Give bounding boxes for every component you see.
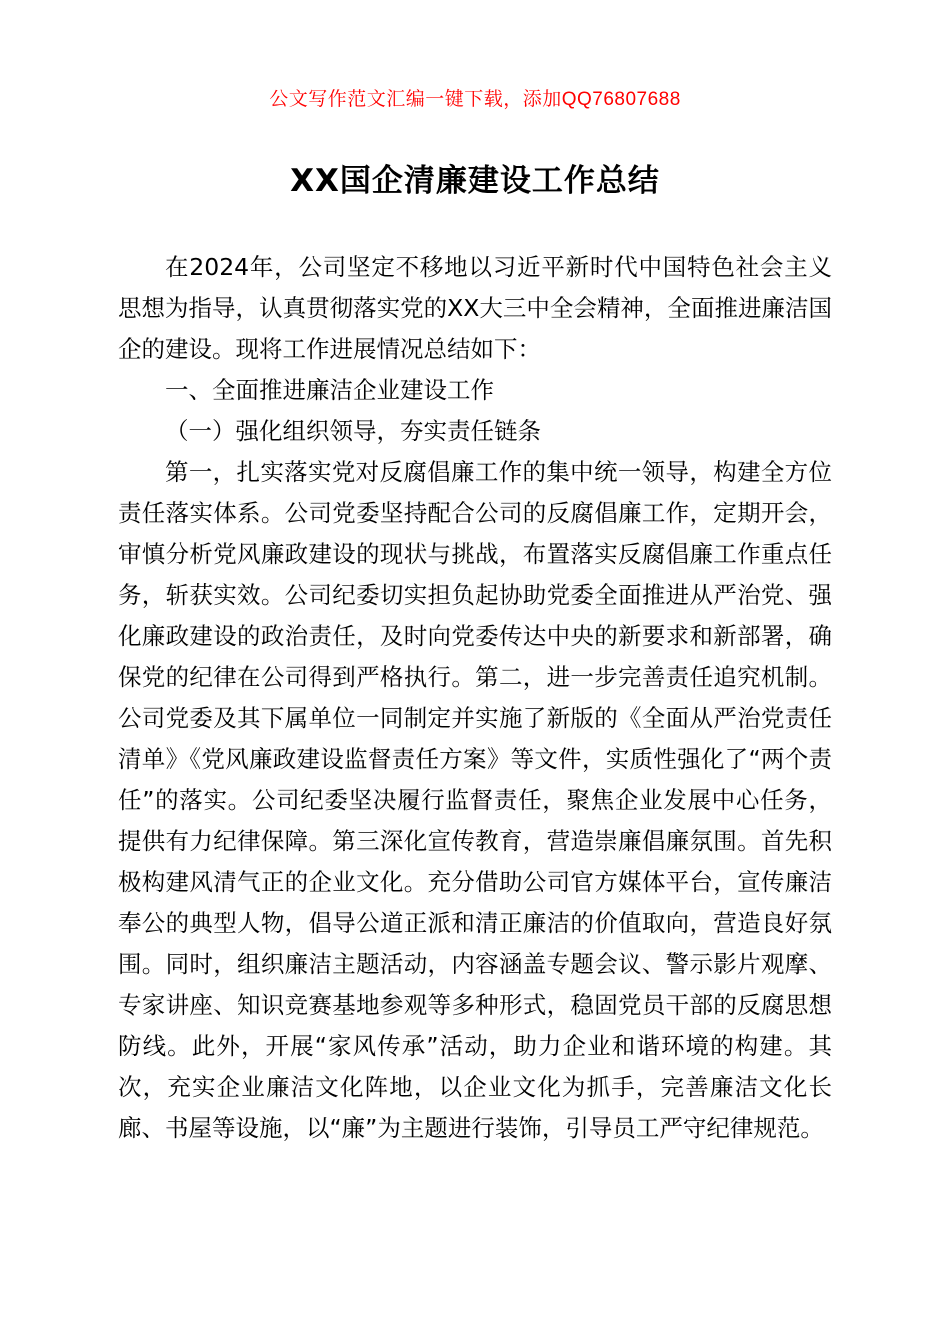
heading-section-one: 一、全面推进廉洁企业建设工作 <box>165 376 494 405</box>
paragraph-body: 第一，扎实落实党对反腐倡廉工作的集中统一领导，构建全方位责任落实体系。公司党委坚持配合公司的反腐倡廉工作，定期开会，审慎分析党风廉政建设的现状与挑战，布置落实反腐倡廉工作重点任务，斩获实效。公司纪委切实担负起协助党委全面推进从严治党、强化廉政建设的政治责任，及时向党委传达中央的新要求和新部署，确保党的纪律在公司得到严格执行。第二，进一步完善责任追究机制。公司党委及其下属单位一同制定并实施了新版的《全面从严治党责任清单》《党风廉政建设监督责任方案》等文件，实质性强化了“两个责任”的落实。公司纪委坚决履行监督责任，聚焦企业发展中心任务，提供有力纪律保障。第三深化宣传教育，营造崇廉倡廉氛围。首先积极构建风清气正的企业文化。充分借助公司官方媒体平台，宣传廉洁奉公的典型人物，倡导公道正派和清正廉洁的价值取向，营造良好氛围。同时，组织廉洁主题活动，内容涵盖专题会议、警示影片观摩、专家讲座、知识竞赛基地参观等多种形式，稳固党员干部的反腐思想防线。此外，开展“家风传承”活动，助力企业和谐环境的构建。其次，充实企业廉洁文化阵地，以企业文化为抓手，完善廉洁文化长廊、书屋等设施，以“廉”为主题进行装饰，引导员工严守纪律规范。 <box>118 458 832 1143</box>
paragraph-intro: 在2024年，公司坚定不移地以习近平新时代中国特色社会主义思想为指导，认真贯彻落实党的XX大三中全会精神，全面推进廉洁国企的建设。现将工作进展情况总结如下： <box>118 253 832 364</box>
document-body <box>118 160 832 1149</box>
heading-subsection-one: （一）强化组织领导，夯实责任链条 <box>165 417 541 446</box>
page-title: XX国企清廉建设工作总结 <box>290 163 660 199</box>
watermark-text: 公文写作范文汇编一键下载，添加QQ76807688 <box>269 89 681 110</box>
